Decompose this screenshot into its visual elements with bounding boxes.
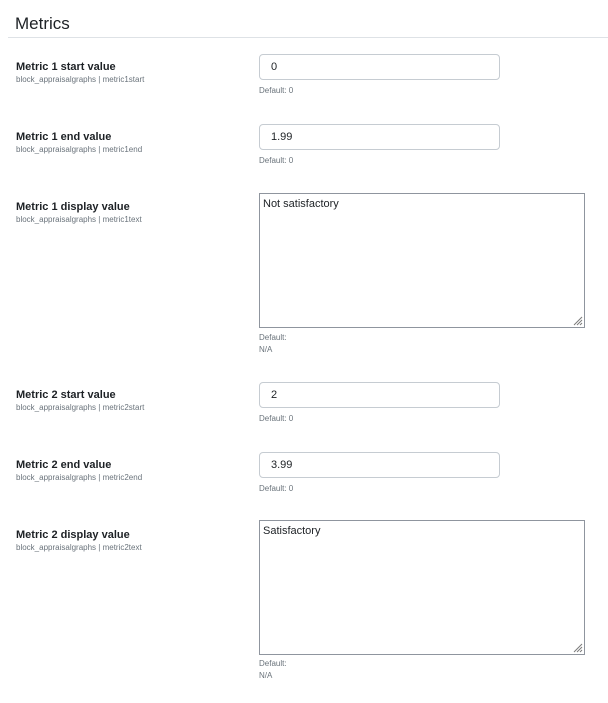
default-hint: Default: 0 <box>259 484 294 493</box>
setting-id: block_appraisalgraphs | metric2start <box>16 403 145 412</box>
default-hint: Default: <box>259 333 287 342</box>
metric1text-textarea[interactable] <box>259 193 585 328</box>
setting-name: Metric 2 end value <box>16 459 112 471</box>
metric2start-input[interactable] <box>259 382 500 408</box>
resize-grip-icon[interactable] <box>573 316 583 326</box>
section-title: Metrics <box>15 14 70 33</box>
setting-name: Metric 1 start value <box>16 61 116 73</box>
default-value: N/A <box>259 345 273 354</box>
setting-id: block_appraisalgraphs | metric2end <box>16 473 143 482</box>
metric2end-input[interactable] <box>259 452 500 478</box>
setting-id: block_appraisalgraphs | metric2text <box>16 543 142 552</box>
setting-id: block_appraisalgraphs | metric1start <box>16 75 145 84</box>
setting-id: block_appraisalgraphs | metric1text <box>16 215 142 224</box>
metric2text-textarea[interactable] <box>259 520 585 655</box>
default-hint: Default: 0 <box>259 156 294 165</box>
setting-label-metric1end <box>16 130 236 156</box>
metric1end-input[interactable] <box>259 124 500 150</box>
setting-id: block_appraisalgraphs | metric1end <box>16 145 143 154</box>
default-hint: Default: 0 <box>259 86 294 95</box>
setting-label-metric1start <box>16 60 236 86</box>
setting-name: Metric 1 display value <box>16 201 130 213</box>
setting-label-metric2start <box>16 388 236 414</box>
setting-name: Metric 1 end value <box>16 131 112 143</box>
setting-name: Metric 2 start value <box>16 389 116 401</box>
resize-grip-icon[interactable] <box>573 643 583 653</box>
default-value: N/A <box>259 671 273 680</box>
default-hint: Default: <box>259 659 287 668</box>
setting-label-metric1text <box>16 200 236 226</box>
setting-label-metric2end <box>16 458 236 484</box>
setting-label-metric2text <box>16 528 236 554</box>
section-divider <box>8 37 608 38</box>
metric1start-input[interactable] <box>259 54 500 80</box>
default-hint: Default: 0 <box>259 414 294 423</box>
setting-name: Metric 2 display value <box>16 529 130 541</box>
